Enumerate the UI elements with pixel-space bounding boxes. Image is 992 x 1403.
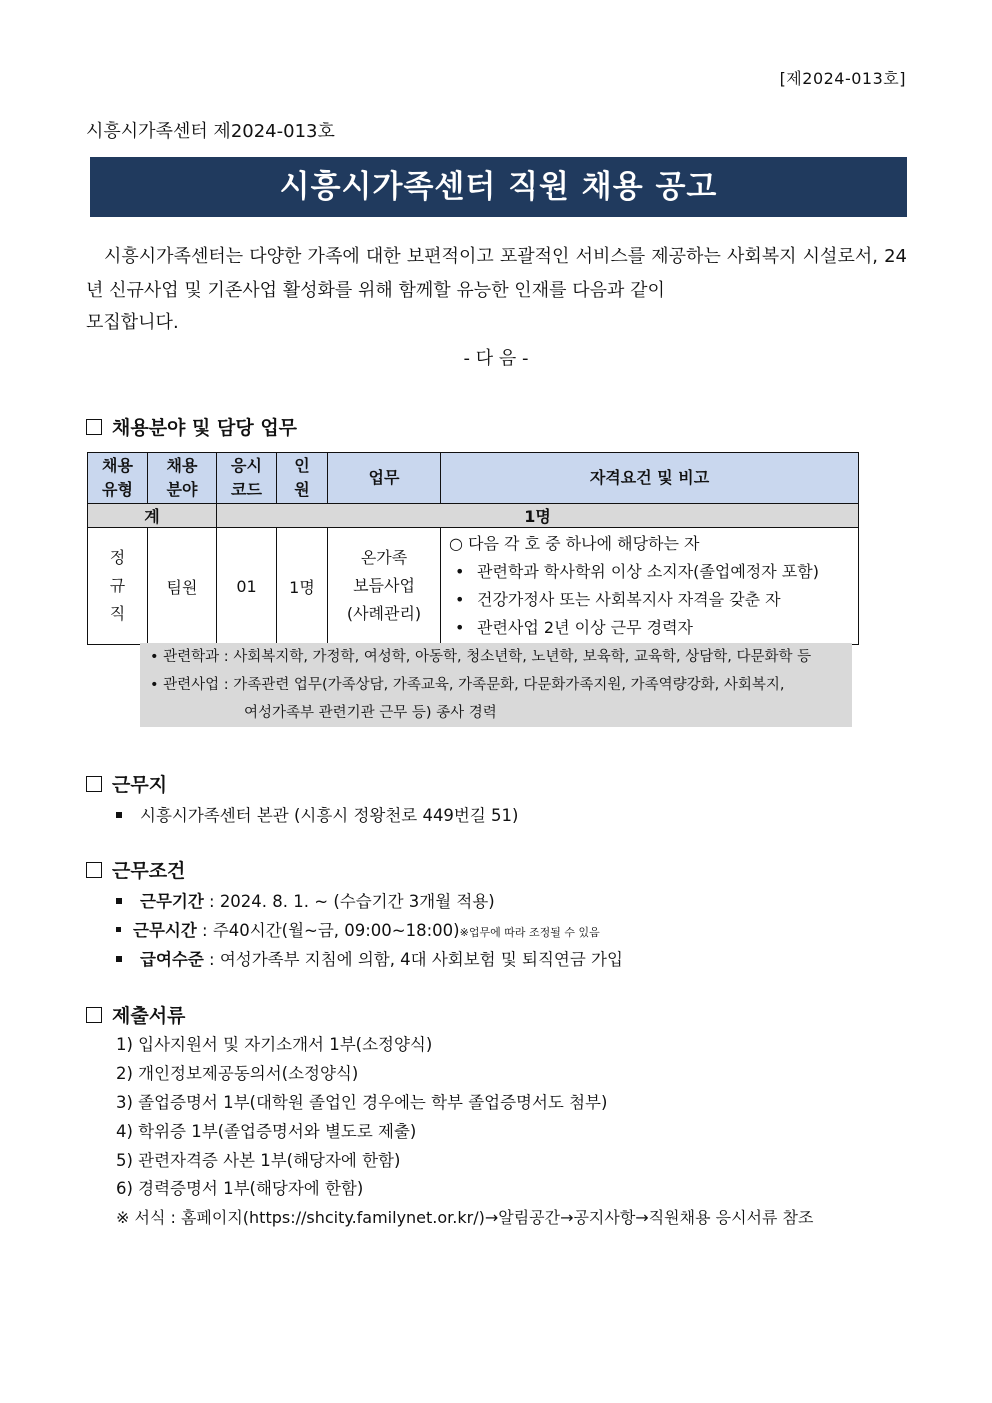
cell-qualifications	[441, 528, 859, 645]
center-mark: - 다 음 -	[463, 348, 529, 369]
note-related-majors: • 관련학과 : 사회복지학, 가정학, 여성학, 아동학, 청소년학, 노년학, 보육학, 교육학, 상담학, 다문화학 등	[150, 649, 812, 665]
table-header-row	[88, 453, 859, 504]
checkbox-square-icon	[86, 862, 102, 878]
checkbox-square-icon	[86, 776, 102, 792]
header-field: 채용 분야	[148, 453, 217, 504]
header-count: 인 원	[277, 453, 328, 504]
square-bullet-icon	[116, 898, 122, 904]
list-item: 6) 경력증명서 1부(해당자에 한함)	[116, 1179, 364, 1198]
header-qualification: 자격요건 및 비고	[441, 453, 859, 504]
page-title: 시흥시가족센터 직원 채용 공고	[90, 157, 907, 217]
section-recruit-title: 채용분야 및 담당 업무	[112, 417, 298, 439]
section-documents	[86, 1001, 185, 1028]
section-location-title: 근무지	[112, 774, 168, 796]
intro-paragraph-end: 모집합니다.	[86, 312, 179, 333]
condition-pay: 급여수준 : 여성가족부 지침에 의함, 4대 사회보험 및 퇴직연금 가입	[116, 946, 623, 970]
hours-note: ※업무에 따라 조정될 수 있음	[459, 926, 600, 939]
condition-hours: 근무시간 : 주40시간(월~금, 09:00~18:00)※업무에 따라 조정될 수 있음	[116, 917, 600, 941]
list-item: 3) 졸업증명서 1부(대학원 졸업인 경우에는 학부 졸업증명서도 첨부)	[116, 1093, 608, 1112]
cell-count: 1명	[277, 528, 328, 645]
cell-field: 팀원	[148, 528, 217, 645]
section-location	[86, 770, 167, 797]
square-bullet-icon	[116, 812, 122, 818]
table-total-row	[88, 504, 859, 528]
list-item: 1) 입사지원서 및 자기소개서 1부(소정양식)	[116, 1035, 433, 1054]
qual-item: • 관련사업 2년 이상 근무 경력자	[449, 614, 852, 642]
section-recruit	[86, 413, 297, 440]
table-note	[140, 643, 852, 727]
documents-footnote: ※ 서식 : 홈페이지(https://shcity.familynet.or.kr/)→알림공간→공지사항→직원채용 응시서류 참조	[116, 1208, 814, 1227]
note-related-work-cont: 여성가족부 관련기관 근무 등) 종사 경력	[244, 705, 497, 721]
square-bullet-icon	[116, 927, 121, 932]
intro-paragraph: 시흥시가족센터는 다양한 가족에 대한 보편적이고 포괄적인 서비스를 제공하는 사회복지 시설로서, 24년 신규사업 및 기존사업 활성화를 위해 함께할 유능한 인재를 다음과 같이	[86, 246, 907, 301]
header-type: 채용 유형	[88, 453, 148, 504]
checkbox-square-icon	[86, 1007, 102, 1023]
qual-item: • 건강가정사 또는 사회복지사 자격을 갖춘 자	[449, 586, 852, 614]
cell-code: 01	[217, 528, 277, 645]
checkbox-square-icon	[86, 419, 102, 435]
table-row	[88, 528, 859, 645]
cell-type: 정 규 직	[88, 528, 148, 645]
list-item: 4) 학위증 1부(졸업증명서와 별도로 제출)	[116, 1122, 417, 1141]
cell-task: 온가족 보듬사업 (사례관리)	[328, 528, 441, 645]
note-related-work: • 관련사업 : 가족관련 업무(가족상담, 가족교육, 가족문화, 다문화가족지원, 가족역량강화, 사회복지,	[150, 677, 785, 693]
location-item: 시흥시가족센터 본관 (시흥시 정왕천로 449번길 51)	[116, 802, 519, 826]
qual-item: • 관련학과 학사학위 이상 소지자(졸업예정자 포함)	[449, 558, 852, 586]
header-task: 업무	[328, 453, 441, 504]
section-conditions-title: 근무조건	[112, 860, 186, 882]
section-conditions	[86, 856, 185, 883]
list-item: 5) 관련자격증 사본 1부(해당자에 한함)	[116, 1151, 401, 1170]
recruit-table	[87, 452, 859, 645]
square-bullet-icon	[116, 956, 122, 962]
condition-period: 근무기간 : 2024. 8. 1. ~ (수습기간 3개월 적용)	[116, 888, 495, 912]
total-label: 계	[88, 504, 217, 528]
total-value: 1명	[217, 504, 859, 528]
issuer-line: 시흥시가족센터 제2024-013호	[86, 121, 335, 142]
list-item: 2) 개인정보제공동의서(소정양식)	[116, 1064, 359, 1083]
document-number: [제2024-013호]	[779, 69, 906, 88]
section-documents-title: 제출서류	[112, 1005, 186, 1027]
header-code: 응시 코드	[217, 453, 277, 504]
qual-intro: ○ 다음 각 호 중 하나에 해당하는 자	[449, 534, 700, 553]
